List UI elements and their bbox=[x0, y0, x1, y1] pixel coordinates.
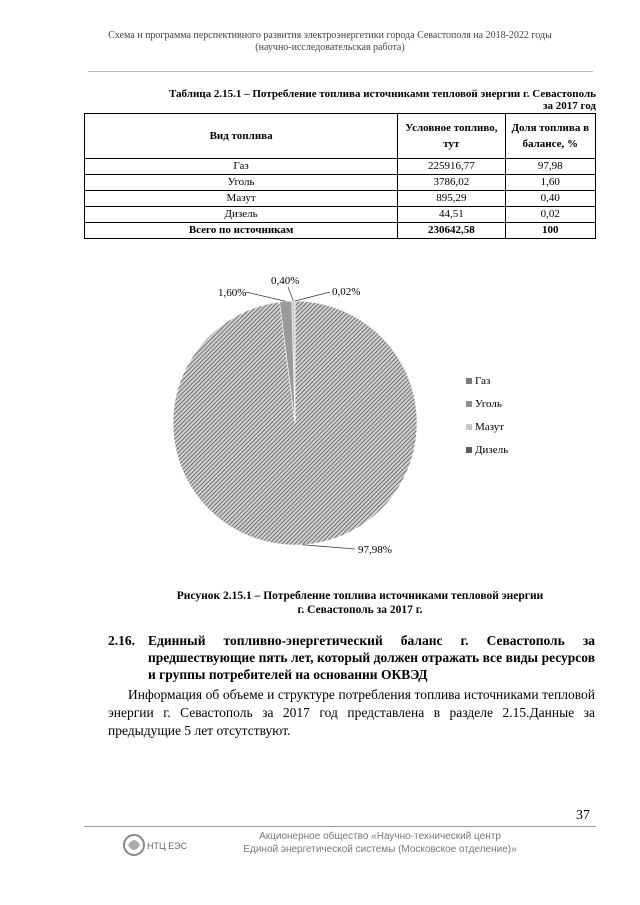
logo-text: НТЦ ЕЭС bbox=[147, 841, 188, 851]
header-fuel-type: Вид топлива bbox=[85, 114, 398, 159]
cell-fuel-share: 97,98 bbox=[505, 159, 595, 175]
footer-divider bbox=[84, 826, 596, 827]
page-number: 37 bbox=[576, 808, 590, 823]
cell-fuel-amount: 225916,77 bbox=[398, 159, 505, 175]
cell-fuel-share: 0,02 bbox=[505, 207, 595, 223]
header-line-2: (научно-исследовательская работа) bbox=[255, 42, 405, 53]
cell-fuel-amount: 44,51 bbox=[398, 207, 505, 223]
figure-caption-line-1: Рисунок 2.15.1 – Потребление топлива источниками тепловой энергии bbox=[176, 590, 544, 602]
section-number: 2.16. bbox=[108, 633, 135, 648]
table-header-row bbox=[85, 114, 596, 159]
cell-fuel-amount: 895,29 bbox=[398, 191, 505, 207]
cell-fuel-type: Мазут bbox=[85, 191, 398, 207]
table-total-row bbox=[85, 223, 596, 239]
legend-item bbox=[466, 398, 502, 410]
fuel-consumption-table bbox=[84, 113, 596, 239]
footer bbox=[200, 830, 560, 856]
leader-line-1 bbox=[246, 292, 286, 301]
header-fuel-share: Доля топлива в балансе, % bbox=[505, 114, 595, 159]
figure-caption-line-2: г. Севастополь за 2017 г. bbox=[297, 604, 423, 616]
legend-label: Дизель bbox=[475, 444, 509, 456]
legend-swatch bbox=[466, 378, 472, 384]
cell-total-amount: 230642,58 bbox=[398, 223, 505, 239]
cell-fuel-amount: 3786,02 bbox=[398, 175, 505, 191]
footer-line-2: Единой энергетической системы (Московское отделение)» bbox=[243, 844, 517, 855]
legend-swatch bbox=[466, 447, 472, 453]
body-paragraph: Информация об объеме и структуре потребления топлива источниками тепловой энергии г. Севастополь за 2017 год представлена в разделе 2.15.Данные за предыдущие 5 лет отсутствуют. bbox=[108, 687, 595, 738]
data-label-2: 0,40% bbox=[271, 275, 300, 287]
data-label-0: 97,98% bbox=[358, 544, 392, 556]
cell-total-label: Всего по источникам bbox=[85, 223, 398, 239]
legend-item bbox=[466, 444, 508, 456]
legend-item bbox=[466, 421, 504, 433]
leader-line-3 bbox=[295, 292, 330, 301]
legend-swatch bbox=[466, 401, 472, 407]
data-label-3: 0,02% bbox=[332, 286, 361, 298]
header-line-1: Схема и программа перспективного развития электроэнергетики города Севастополя на 2018-2022 годы bbox=[108, 30, 552, 41]
data-label-1: 1,60% bbox=[218, 287, 247, 299]
cell-fuel-type: Уголь bbox=[85, 175, 398, 191]
legend-item bbox=[466, 375, 490, 387]
header-divider bbox=[88, 71, 593, 72]
legend-swatch bbox=[466, 424, 472, 430]
company-logo bbox=[122, 830, 192, 860]
figure-caption bbox=[120, 589, 600, 617]
running-header bbox=[80, 30, 580, 54]
cell-fuel-type: Газ bbox=[85, 159, 398, 175]
cell-total-share: 100 bbox=[505, 223, 595, 239]
table-row bbox=[85, 159, 596, 175]
table-row bbox=[85, 175, 596, 191]
fuel-pie-chart bbox=[150, 268, 460, 568]
leader-line-2 bbox=[288, 287, 293, 301]
legend-label: Газ bbox=[475, 375, 491, 387]
leader-line-0 bbox=[303, 545, 355, 549]
section-heading bbox=[108, 632, 595, 683]
cell-fuel-share: 1,60 bbox=[505, 175, 595, 191]
table-caption: Таблица 2.15.1 – Потребление топлива источниками тепловой энергии г. Севастополь bbox=[168, 88, 596, 100]
table-row bbox=[85, 191, 596, 207]
footer-line-1: Акционерное общество «Научно-технический центр bbox=[259, 831, 501, 842]
table-caption-year: за 2017 год bbox=[543, 100, 596, 112]
header-fuel-amount: Условное топливо, тут bbox=[398, 114, 505, 159]
cell-fuel-share: 0,40 bbox=[505, 191, 595, 207]
cell-fuel-type: Дизель bbox=[85, 207, 398, 223]
legend-label: Уголь bbox=[475, 398, 502, 410]
section-title: Единный топливно-энергетический баланс г. Севастополь за предшествующие пять лет, который должен отражать все виды ресурсов и группы потребителей на основании ОКВЭД bbox=[148, 633, 595, 682]
legend-label: Мазут bbox=[475, 421, 505, 433]
table-row bbox=[85, 207, 596, 223]
